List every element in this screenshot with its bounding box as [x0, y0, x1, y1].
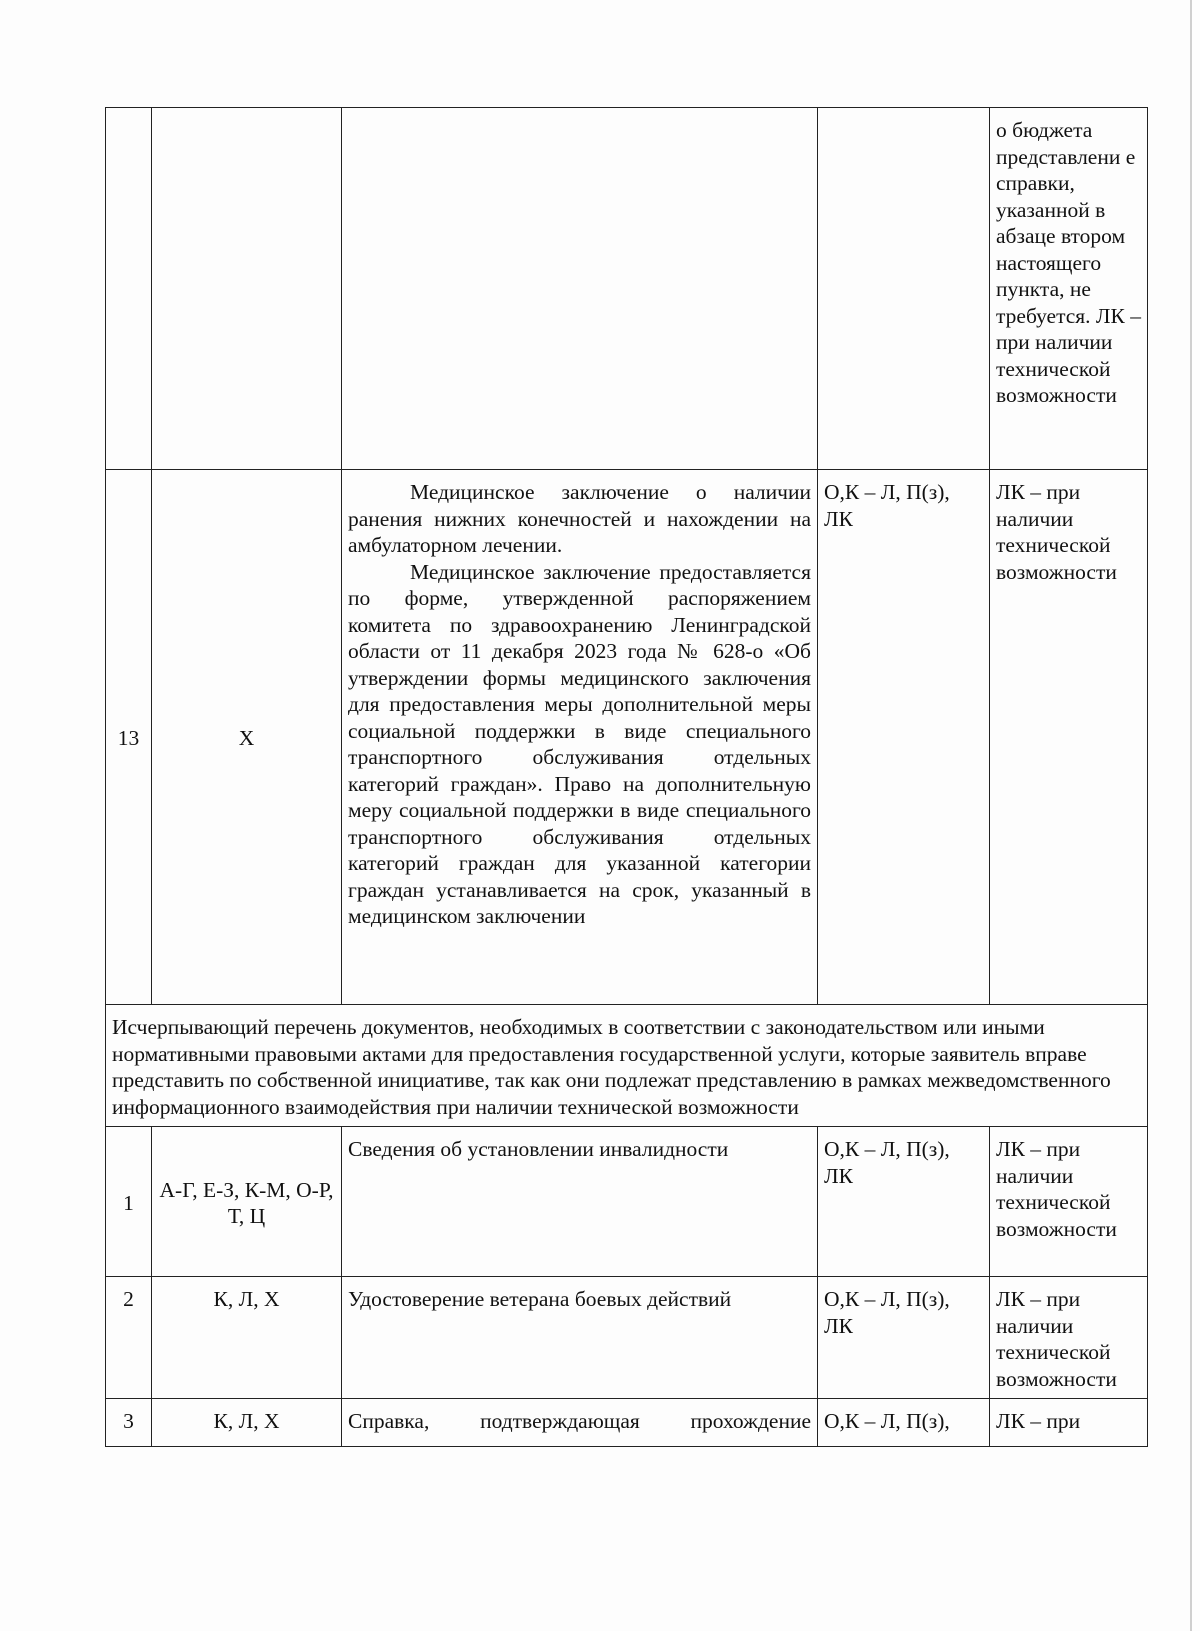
cell-number	[106, 1127, 152, 1277]
row-number: 1	[123, 1190, 134, 1215]
cell-categories	[152, 108, 342, 470]
cell-document	[342, 108, 818, 470]
cell-notes	[990, 1127, 1148, 1277]
document-paragraph-2: Медицинское заключение предоставляется по форме, утвержденной распоряжением комитета по здравоохранению Ленинградской области от 11 декабря 2023 года № 628-о «Об утверждении формы медицинского заключения для предоставления меры дополнительной меры социальной поддержки в виде специального транспортного обслуживания отдельных категорий граждан». Право на дополнительную меру социальной поддержки в виде специального транспортного обслуживания отдельных категорий граждан для указанной категории граждан устанавливается на срок, указанный в медицинском заключении	[348, 559, 811, 928]
cell-document	[342, 1277, 818, 1399]
documents-table	[105, 107, 1148, 1447]
section-heading-cell	[106, 1005, 1148, 1127]
cell-number	[106, 470, 152, 1005]
cell-notes	[990, 1399, 1148, 1447]
row-methods: О,К – Л, П(з), ЛК	[824, 480, 950, 531]
table-row	[106, 1399, 1148, 1447]
row-notes: ЛК – при	[996, 1409, 1081, 1433]
row-number: 2	[123, 1287, 134, 1311]
row-document: Справка, подтверждающая прохождение	[348, 1409, 811, 1433]
table-row	[106, 1127, 1148, 1277]
continuation-notes-text: о бюджета представлени е справки, указанной в абзаце втором настоящего пункта, не требуется. ЛК – при наличии технической возможности	[996, 118, 1141, 407]
row-document: Сведения об установлении инвалидности	[348, 1137, 729, 1161]
row-methods: О,К – Л, П(з),	[824, 1409, 950, 1433]
row-notes: ЛК – при наличии технической возможности	[996, 1137, 1117, 1241]
cell-number	[106, 108, 152, 470]
row-methods: О,К – Л, П(з), ЛК	[824, 1287, 950, 1338]
row-categories: Х	[238, 726, 255, 751]
cell-notes	[990, 470, 1148, 1005]
cell-categories	[152, 1127, 342, 1277]
cell-methods	[818, 1399, 990, 1447]
cell-methods	[818, 1277, 990, 1399]
row-methods: О,К – Л, П(з), ЛК	[824, 1137, 950, 1188]
cell-methods	[818, 1127, 990, 1277]
row-notes: ЛК – при наличии технической возможности	[996, 480, 1117, 584]
row-categories: А-Г, Е-З, К-М, О-Р, Т, Ц	[159, 1177, 334, 1228]
table-row	[106, 1277, 1148, 1399]
table-row-continuation	[106, 108, 1148, 470]
cell-methods	[818, 108, 990, 470]
table-row-13	[106, 470, 1148, 1005]
section-heading-row	[106, 1005, 1148, 1127]
document-paragraph-1: Медицинское заключение о наличии ранения нижних конечностей и нахождении на амбулаторном лечении.	[348, 480, 811, 557]
cell-document	[342, 1399, 818, 1447]
cell-notes	[990, 1277, 1148, 1399]
cell-notes	[990, 108, 1148, 470]
cell-document	[342, 1127, 818, 1277]
cell-document	[342, 470, 818, 1005]
row-document: Удостоверение ветерана боевых действий	[348, 1287, 732, 1311]
section-heading-text: Исчерпывающий перечень документов, необходимых в соответствии с законодательством или иными нормативными правовыми актами для предоставления государственной услуги, которые заявитель вправе представить по собственной инициативе, так как они подлежат представлению в рамках межведомственного информационного взаимодействия при наличии технической возможности	[112, 1015, 1111, 1119]
cell-categories	[152, 1277, 342, 1399]
cell-categories	[152, 470, 342, 1005]
row-categories: К, Л, Х	[213, 1287, 280, 1311]
page-edge-shadow	[1190, 0, 1192, 1631]
row-number: 13	[117, 726, 140, 751]
cell-methods	[818, 470, 990, 1005]
row-categories: К, Л, Х	[213, 1409, 280, 1433]
cell-number	[106, 1399, 152, 1447]
cell-number	[106, 1277, 152, 1399]
row-notes: ЛК – при наличии технической возможности	[996, 1287, 1117, 1391]
cell-categories	[152, 1399, 342, 1447]
row-number: 3	[123, 1409, 134, 1433]
